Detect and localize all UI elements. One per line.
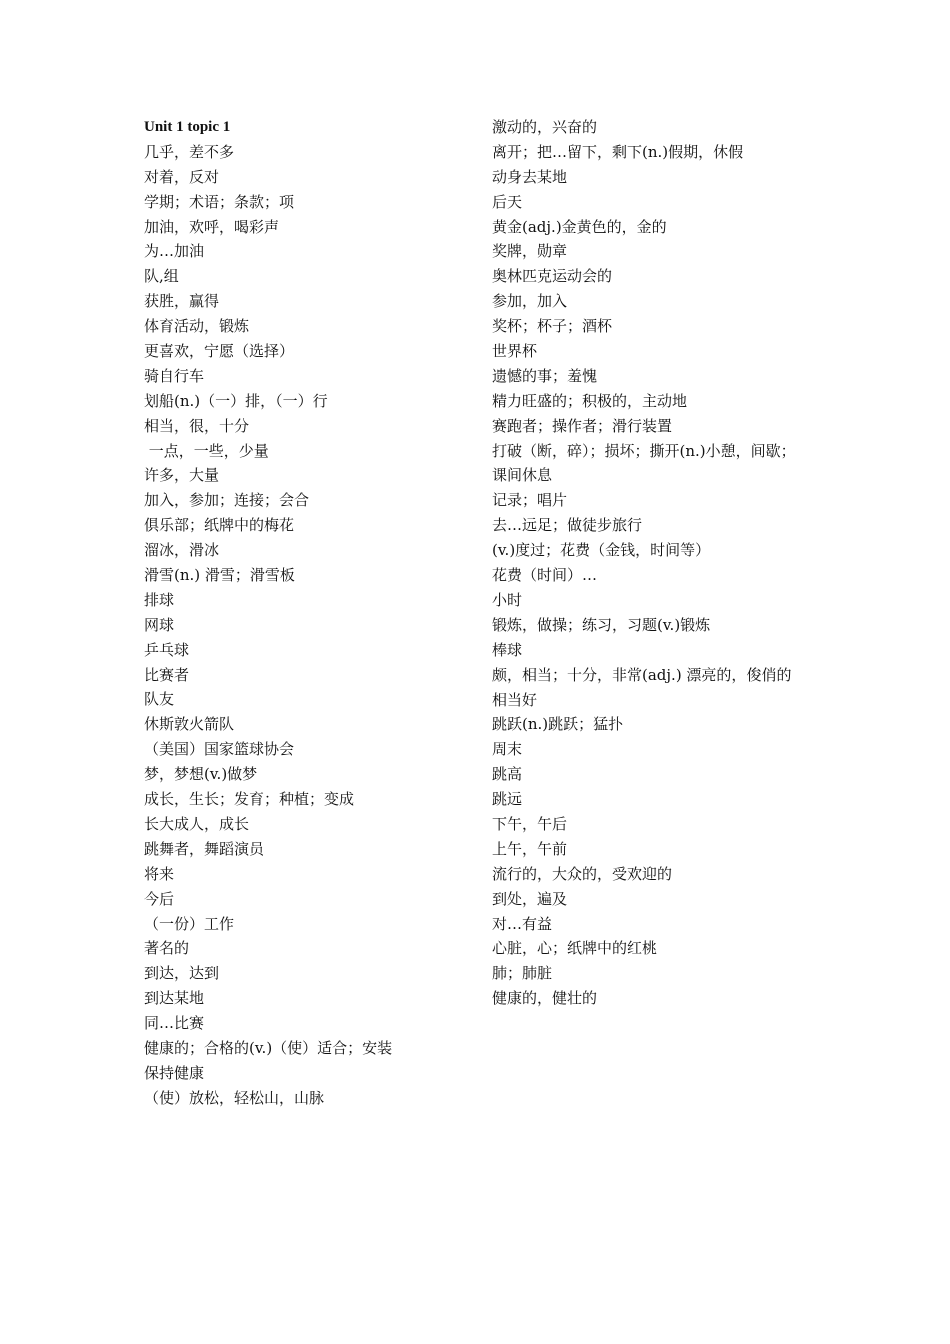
vocab-entry: 同…比赛 [144,1014,205,1033]
vocab-entry: 划船(n.)（一）排，（一）行 [144,391,328,410]
document-title: Unit 1 topic 1 [144,119,231,135]
vocab-entry: 离开；把…留下，剩下(n.)假期，休假 [492,142,744,161]
vocab-entry: 激动的，兴奋的 [492,118,598,136]
vocab-entry: 到达，达到 [144,964,220,983]
vocab-entry: 许多，大量 [144,466,220,485]
vocab-entry: 跳远 [492,790,523,809]
vocab-entry: 将来 [144,864,175,883]
vocab-entry: 乒乓球 [144,640,190,659]
vocab-entry: 相当，很，十分 [144,416,250,435]
vocab-entry: 跳高 [492,765,523,784]
left-word-list [144,140,444,1111]
vocab-entry: 今后 [144,889,175,908]
vocab-entry: 花费（时间）… [492,566,598,585]
vocab-entry: 赛跑者；操作者；滑行装置 [492,416,673,435]
vocab-entry: 获胜，赢得 [144,292,220,311]
vocab-entry: 著名的 [144,939,190,958]
vocab-entry: 溜冰，滑冰 [144,541,220,560]
vocab-entry: 健康的；合格的(v.)（使）适合；安装 [144,1038,393,1057]
vocab-entry: 队友 [144,690,175,709]
vocab-entry: 肺；肺脏 [492,964,553,983]
vocab-entry: (v.)度过；花费（金钱，时间等） [492,541,711,560]
vocab-entry: 参加，加入 [492,292,568,311]
vocab-entry: 流行的，大众的，受欢迎的 [492,864,673,883]
vocab-entry: （一份）工作 [144,914,235,933]
vocab-entry: 颇，相当；十分，非常(adj.) 漂亮的，俊俏的 [492,665,792,684]
left-column [144,115,444,1111]
vocab-entry: 比赛者 [144,665,190,684]
vocab-entry: 奥林匹克运动会的 [492,267,613,286]
vocab-entry: 动身去某地 [492,167,568,186]
vocab-entry: 对着，反对 [144,167,220,186]
vocab-entry: 成长，生长；发育；种植；变成 [144,790,355,809]
vocab-entry: 周末 [492,740,523,759]
vocab-entry: 排球 [144,590,175,609]
vocab-entry: 记录；唱片 [492,491,568,510]
vocab-entry: 到处，遍及 [492,889,568,908]
vocab-entry: 小时 [492,590,523,609]
right-column [492,115,810,1011]
vocab-entry: 跳跃(n.)跳跃；猛扑 [492,715,624,734]
vocab-entry: 俱乐部；纸牌中的梅花 [144,516,295,535]
vocab-entry: 加油，欢呼，喝彩声 [144,217,280,236]
vocab-entry: 对…有益 [492,914,553,933]
vocab-entry: 休斯敦火箭队 [144,715,235,734]
vocab-entry: 滑雪(n.) 滑雪；滑雪板 [144,566,295,585]
vocab-entry: （使）放松，轻松山，山脉 [144,1088,325,1107]
vocab-entry: 打破（断，碎）；损坏；撕开(n.)小憩，间歇； [492,441,796,460]
vocab-entry: 到达某地 [144,989,205,1008]
vocab-entry: 心脏，心；纸牌中的红桃 [492,939,658,958]
vocab-entry: 遗憾的事；羞愧 [492,366,598,385]
vocab-entry: 相当好 [492,690,538,709]
vocab-entry: 后天 [492,192,523,211]
vocab-entry: 去…远足；做徒步旅行 [492,516,643,535]
vocab-entry: 棒球 [492,640,523,659]
vocab-entry: 骑自行车 [144,366,205,385]
vocab-entry: 奖杯；杯子；酒杯 [492,317,613,336]
vocab-entry: 精力旺盛的；积极的，主动地 [492,391,688,410]
vocab-entry: （美国）国家篮球协会 [144,740,295,759]
vocab-entry: 课间休息 [492,466,553,485]
vocab-entry: 体育活动，锻炼 [144,317,250,336]
vocab-entry: 网球 [144,615,175,634]
vocab-entry: 队,组 [144,267,179,286]
vocab-entry: 更喜欢，宁愿（选择） [144,342,295,361]
vocab-entry: 一点，一些，少量 [144,441,269,460]
vocab-entry: 加入，参加；连接；会合 [144,491,310,510]
vocab-entry: 为…加油 [144,242,205,261]
right-word-list [492,115,810,1011]
vocab-entry: 保持健康 [144,1063,205,1082]
vocab-entry: 世界杯 [492,342,538,361]
vocab-entry: 奖牌，勋章 [492,242,568,261]
vocab-entry: 黄金(adj.)金黄色的，金的 [492,217,667,236]
vocab-entry: 学期；术语；条款；项 [144,192,295,211]
vocab-entry: 长大成人，成长 [144,814,250,833]
vocab-entry: 健康的，健壮的 [492,989,598,1008]
vocab-entry: 锻炼，做操；练习，习题(v.)锻炼 [492,615,711,634]
vocab-entry: 梦，梦想(v.)做梦 [144,765,258,784]
vocab-entry: 下午，午后 [492,814,568,833]
vocab-entry: 几乎，差不多 [144,142,235,161]
vocab-entry: 跳舞者，舞蹈演员 [144,839,265,858]
vocab-entry: 上午，午前 [492,839,568,858]
